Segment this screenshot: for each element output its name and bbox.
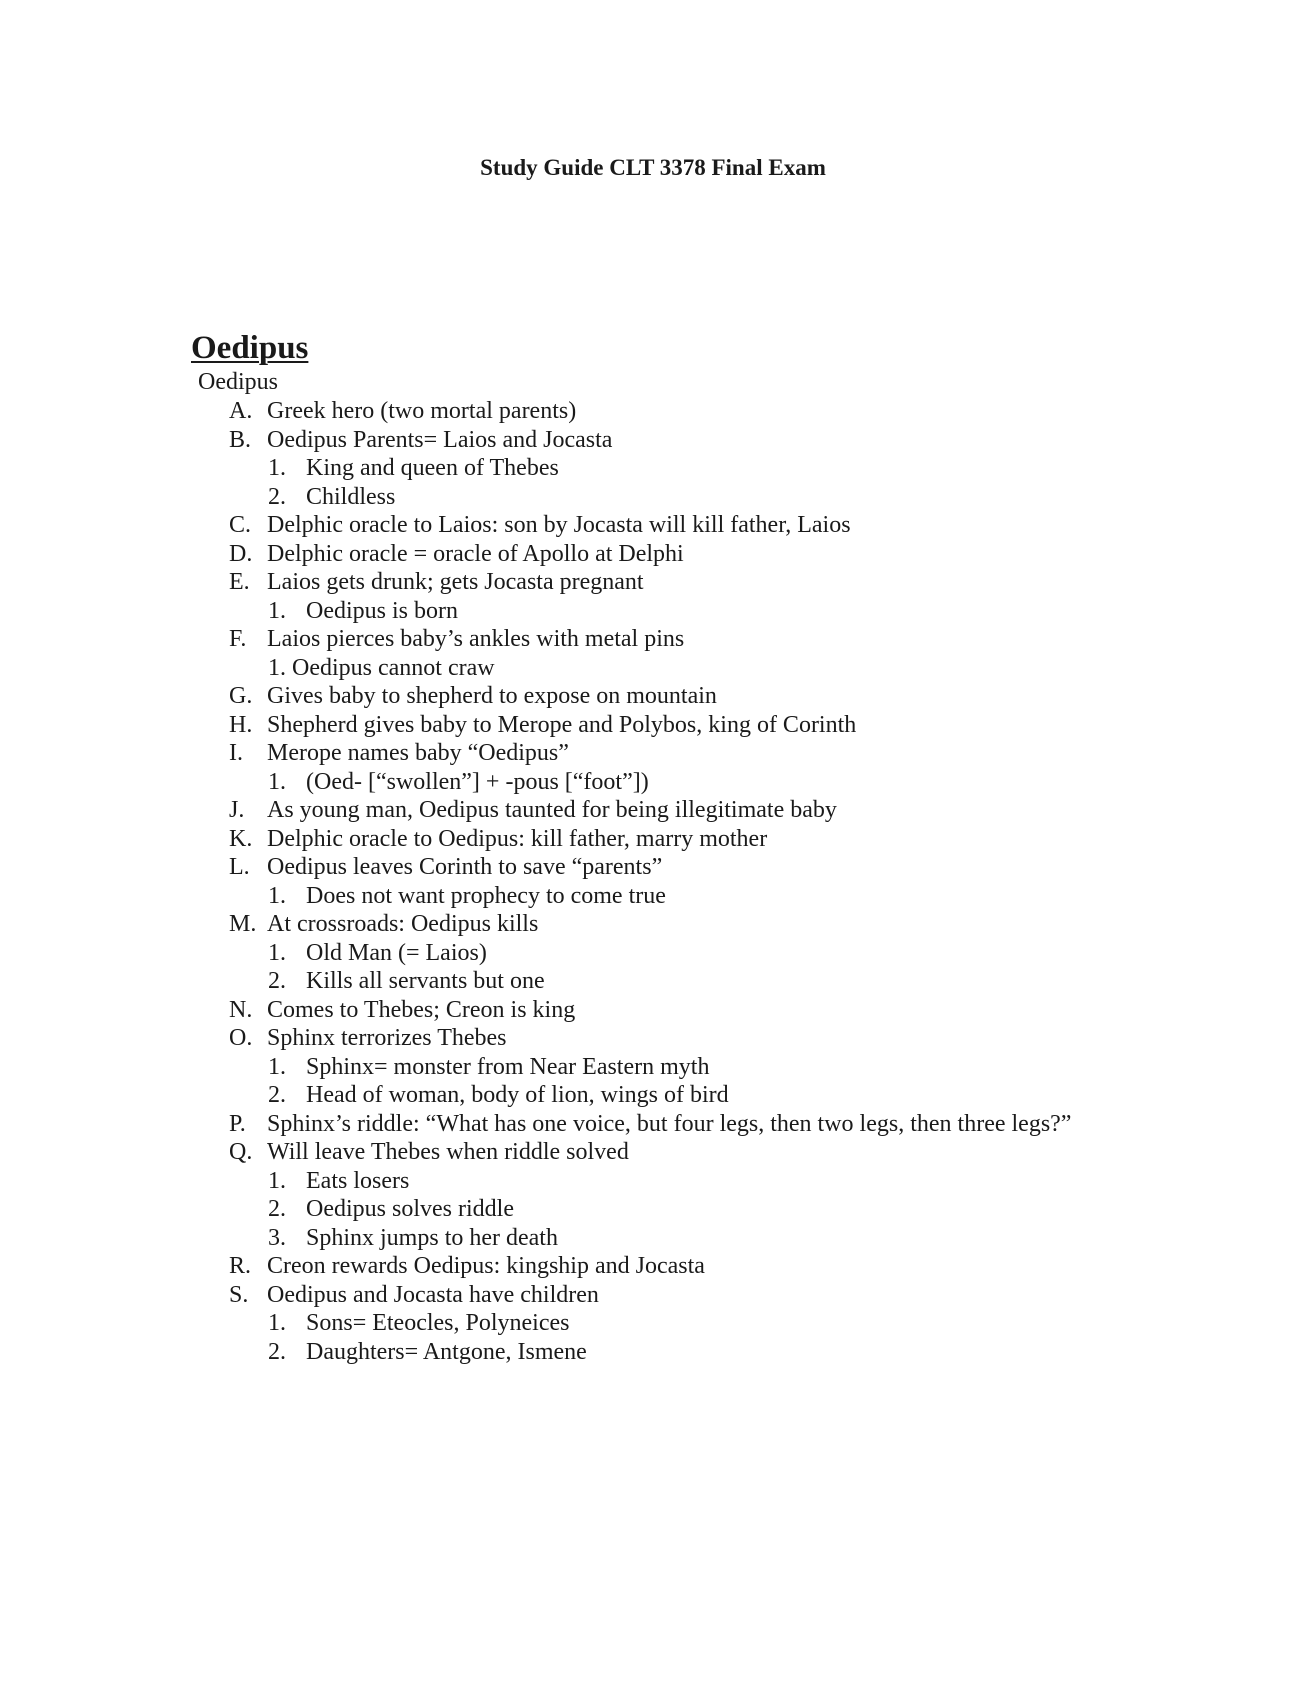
list-marker: 1. xyxy=(268,455,286,481)
list-item-text: (Oed- [“swollen”] + -pous [“foot”]) xyxy=(306,768,649,795)
outline-subitem xyxy=(268,483,1098,512)
list-marker: P. xyxy=(229,1110,246,1137)
outline-item xyxy=(229,739,1098,768)
list-marker: B. xyxy=(229,426,252,453)
list-marker: 1. xyxy=(268,882,286,909)
outline-item xyxy=(229,1281,1098,1310)
list-marker: G. xyxy=(229,683,253,709)
list-item-text: Sphinx terrorizes Thebes xyxy=(267,1025,507,1051)
outline-subitem xyxy=(268,1053,1098,1082)
list-marker: N. xyxy=(229,996,253,1023)
outline-item xyxy=(229,511,1098,540)
section-heading: Oedipus xyxy=(191,330,309,366)
outline-item xyxy=(229,568,1098,597)
outline-subitem xyxy=(268,654,1098,683)
list-item-text: Delphic oracle to Oedipus: kill father, marry mother xyxy=(267,825,768,852)
list-marker: 1. xyxy=(268,939,286,966)
outline-item xyxy=(229,397,1098,426)
outline-subitem xyxy=(268,882,1098,911)
document-title: Study Guide CLT 3378 Final Exam xyxy=(480,155,826,180)
list-item-text: Shepherd gives baby to Merope and Polybos, king of Corinth xyxy=(267,711,857,738)
list-item-text: Does not want prophecy to come true xyxy=(306,882,666,909)
list-item-text: Sphinx= monster from Near Eastern myth xyxy=(306,1053,710,1080)
outline-subitem xyxy=(268,939,1098,968)
outline-subitem xyxy=(268,1167,1098,1196)
list-item-text: Comes to Thebes; Creon is king xyxy=(267,996,576,1023)
list-item-text: King and queen of Thebes xyxy=(306,455,559,481)
list-marker: J. xyxy=(229,797,245,823)
list-marker: H. xyxy=(229,711,253,738)
list-item-text: 1. Oedipus cannot craw xyxy=(268,654,495,681)
outline-subitem xyxy=(268,1309,1098,1338)
section-subtitle: Oedipus xyxy=(198,369,278,395)
outline-subitem xyxy=(268,967,1098,996)
list-item-text: Oedipus and Jocasta have children xyxy=(267,1281,599,1308)
list-marker: 2. xyxy=(268,1196,286,1222)
list-item-text: Oedipus is born xyxy=(306,597,458,624)
outline-item xyxy=(229,1138,1098,1167)
list-marker: K. xyxy=(229,825,253,852)
list-marker: O. xyxy=(229,1025,253,1051)
list-item-text: Greek hero (two mortal parents) xyxy=(267,398,577,424)
list-item-text: At crossroads: Oedipus kills xyxy=(267,911,539,937)
list-item-text: Daughters= Antgone, Ismene xyxy=(306,1338,587,1365)
outline-item xyxy=(229,853,1098,882)
list-marker: 1. xyxy=(268,1310,286,1336)
list-item-text: As young man, Oedipus taunted for being illegitimate baby xyxy=(267,797,837,823)
outline-item xyxy=(229,1110,1098,1139)
list-item-text: Gives baby to shepherd to expose on mountain xyxy=(267,683,717,709)
list-item-text: Will leave Thebes when riddle solved xyxy=(267,1139,629,1165)
outline-item xyxy=(229,1252,1098,1281)
outline-item xyxy=(229,1024,1098,1053)
list-marker: L. xyxy=(229,854,250,880)
outline-subitem xyxy=(268,1338,1098,1367)
list-item-text: Delphic oracle to Laios: son by Jocasta will kill father, Laios xyxy=(267,512,851,538)
list-item-text: Childless xyxy=(306,483,396,510)
list-marker: I. xyxy=(229,740,243,766)
outline-subitem xyxy=(268,1081,1098,1110)
list-marker: 2. xyxy=(268,968,286,994)
list-marker: 2. xyxy=(268,1082,286,1108)
list-item-text: Kills all servants but one xyxy=(306,968,545,994)
outline-item xyxy=(229,711,1098,740)
outline-items xyxy=(198,397,1098,1366)
outline-item xyxy=(229,996,1098,1025)
list-marker: A. xyxy=(229,398,253,424)
list-item-text: Sons= Eteocles, Polyneices xyxy=(306,1310,570,1336)
list-marker: C. xyxy=(229,512,252,538)
outline-item xyxy=(229,540,1098,569)
list-item-text: Creon rewards Oedipus: kingship and Jocasta xyxy=(267,1253,705,1279)
outline-subitem xyxy=(268,1224,1098,1253)
list-marker: S. xyxy=(229,1281,249,1308)
list-item-text: Oedipus Parents= Laios and Jocasta xyxy=(267,426,613,453)
list-marker: D. xyxy=(229,540,253,567)
list-item-text: Laios gets drunk; gets Jocasta pregnant xyxy=(267,569,644,595)
list-marker: 3. xyxy=(268,1224,286,1251)
list-marker: E. xyxy=(229,569,250,595)
list-item-text: Head of woman, body of lion, wings of bird xyxy=(306,1082,729,1108)
list-marker: M. xyxy=(229,911,257,937)
list-marker: 2. xyxy=(268,483,286,510)
list-item-text: Merope names baby “Oedipus” xyxy=(267,740,569,766)
list-item-text: Sphinx jumps to her death xyxy=(306,1224,558,1251)
list-marker: 2. xyxy=(268,1338,286,1365)
list-marker: 1. xyxy=(268,768,286,795)
list-item-text: Eats losers xyxy=(306,1167,410,1194)
outline-subitem xyxy=(268,1195,1098,1224)
list-marker: R. xyxy=(229,1253,252,1279)
outline-item xyxy=(229,796,1098,825)
outline-item xyxy=(229,825,1098,854)
outline-subitem xyxy=(268,454,1098,483)
list-marker: Q. xyxy=(229,1139,253,1165)
list-marker: 1. xyxy=(268,597,286,624)
outline-item xyxy=(229,682,1098,711)
list-marker: 1. xyxy=(268,1167,286,1194)
outline-subitem xyxy=(268,597,1098,626)
list-item-text: Laios pierces baby’s ankles with metal pins xyxy=(267,626,685,652)
list-item-text: Oedipus solves riddle xyxy=(306,1196,514,1222)
list-item-text: Delphic oracle = oracle of Apollo at Delphi xyxy=(267,540,684,567)
list-item-text: Old Man (= Laios) xyxy=(306,939,487,966)
outline-item xyxy=(229,910,1098,939)
outline-item xyxy=(229,426,1098,455)
outline-item xyxy=(229,625,1098,654)
list-marker: 1. xyxy=(268,1053,286,1080)
outline xyxy=(198,367,1098,1366)
outline-subitem xyxy=(268,768,1098,797)
list-marker: F. xyxy=(229,626,247,652)
list-item-text: Sphinx’s riddle: “What has one voice, but four legs, then two legs, then three legs?” xyxy=(267,1110,1072,1137)
list-item-text: Oedipus leaves Corinth to save “parents” xyxy=(267,854,663,880)
